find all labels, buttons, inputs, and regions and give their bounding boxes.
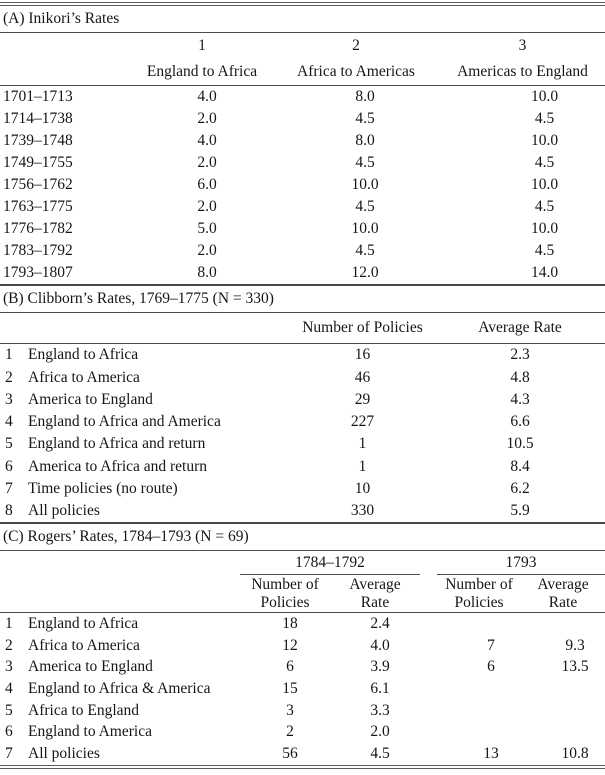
rate-value: 10.8 bbox=[561, 744, 589, 762]
column-header: Americas to England bbox=[440, 59, 605, 86]
period-cell: 1756–1762 bbox=[3, 176, 73, 194]
route-cell: England to Africa bbox=[28, 346, 139, 364]
rate-value: 3.3 bbox=[370, 701, 390, 719]
sub-header-line: Policies bbox=[454, 593, 504, 611]
rate-value: 4.3 bbox=[510, 390, 530, 408]
policies-value: 13 bbox=[483, 744, 499, 762]
column-number: 2 bbox=[352, 37, 360, 55]
group-gap bbox=[420, 613, 437, 635]
rate-value: 3.9 bbox=[370, 658, 390, 676]
row-number: 4 bbox=[5, 413, 13, 431]
sub-header-line: Rate bbox=[360, 593, 390, 611]
sub-header-line: Rate bbox=[548, 593, 578, 611]
period-cell: 1714–1738 bbox=[3, 110, 73, 128]
table-row bbox=[0, 389, 605, 411]
period-cell: 1776–1782 bbox=[3, 220, 73, 238]
empty-cell bbox=[0, 551, 240, 575]
column-header-row bbox=[0, 59, 605, 86]
rate-value: 2.3 bbox=[510, 346, 530, 364]
table-row bbox=[0, 455, 605, 477]
rate-value bbox=[521, 721, 605, 743]
period-cell: 1793–1807 bbox=[3, 264, 73, 282]
rate-value: 4.8 bbox=[510, 368, 530, 386]
policies-value: 6 bbox=[286, 658, 294, 676]
group-gap bbox=[420, 657, 437, 679]
sub-header-rate bbox=[330, 575, 420, 613]
rate-value: 5.9 bbox=[510, 502, 530, 520]
section-a-title: (A) Inikori’s Rates bbox=[0, 6, 605, 33]
row-number: 6 bbox=[5, 723, 13, 741]
row-number: 4 bbox=[5, 680, 13, 698]
route-cell: America to Africa and return bbox=[28, 457, 208, 475]
period-cell: 1739–1748 bbox=[3, 132, 73, 150]
column-header: Number of Policies bbox=[260, 313, 465, 344]
table-row bbox=[0, 721, 605, 743]
rate-value: 10.0 bbox=[530, 176, 559, 194]
rate-value: 4.0 bbox=[197, 88, 217, 106]
table-row bbox=[0, 678, 605, 700]
empty-cell bbox=[0, 313, 260, 344]
rate-value: 10.0 bbox=[351, 220, 379, 238]
table-row bbox=[0, 108, 605, 130]
empty-cell bbox=[0, 33, 132, 59]
route-cell: England to Africa and America bbox=[28, 413, 221, 431]
route-cell: England to Africa & America bbox=[28, 680, 211, 698]
table-row bbox=[0, 613, 605, 635]
route-cell: All policies bbox=[28, 744, 100, 762]
table-row bbox=[0, 344, 605, 367]
policies-value: 12 bbox=[282, 636, 298, 654]
policies-value bbox=[437, 721, 521, 743]
empty-cell bbox=[0, 59, 132, 86]
route-cell: England to America bbox=[28, 723, 152, 741]
table-row bbox=[0, 130, 605, 152]
period-cell: 1783–1792 bbox=[3, 242, 73, 260]
table-row bbox=[0, 500, 605, 522]
row-number: 5 bbox=[5, 701, 13, 719]
policies-value: 10 bbox=[354, 480, 371, 498]
table-row bbox=[0, 240, 605, 262]
column-number: 3 bbox=[518, 37, 527, 55]
rate-value: 10.0 bbox=[351, 176, 379, 194]
table-row bbox=[0, 478, 605, 500]
rate-value: 4.5 bbox=[534, 110, 555, 128]
row-number: 1 bbox=[5, 615, 13, 633]
rate-value: 14.0 bbox=[530, 264, 559, 282]
rate-value: 10.0 bbox=[530, 220, 559, 238]
row-number: 1 bbox=[5, 346, 13, 364]
rate-value: 4.0 bbox=[370, 636, 390, 654]
rate-value: 2.0 bbox=[197, 198, 217, 216]
table-row bbox=[0, 657, 605, 679]
route-cell: America to England bbox=[28, 658, 153, 676]
row-number: 3 bbox=[5, 658, 13, 676]
rate-value: 4.5 bbox=[534, 242, 555, 260]
row-number: 2 bbox=[5, 636, 13, 654]
rate-value: 4.5 bbox=[370, 744, 390, 762]
rate-value: 8.0 bbox=[197, 264, 217, 282]
table-row bbox=[0, 196, 605, 218]
column-header: Average Rate bbox=[465, 313, 605, 344]
sub-header-line: Policies bbox=[260, 593, 310, 611]
sub-header-rate bbox=[521, 575, 605, 613]
sub-header-line: Average bbox=[537, 576, 589, 594]
policies-value: 227 bbox=[350, 413, 375, 431]
policies-value: 1 bbox=[358, 435, 367, 453]
rate-value: 10.0 bbox=[530, 88, 559, 106]
rogers-rates-table bbox=[0, 551, 605, 764]
rate-value: 8.4 bbox=[510, 457, 530, 475]
rate-value: 10.0 bbox=[530, 132, 559, 150]
rate-value: 2.0 bbox=[197, 242, 217, 260]
rate-value: 6.6 bbox=[510, 413, 530, 431]
policies-value bbox=[437, 613, 521, 635]
rate-value: 10.5 bbox=[506, 435, 534, 453]
rate-value: 6.2 bbox=[510, 480, 530, 498]
rate-value: 12.0 bbox=[351, 264, 379, 282]
table-row bbox=[0, 635, 605, 657]
policies-value: 1 bbox=[358, 457, 367, 475]
group-gap bbox=[420, 678, 437, 700]
rate-value: 4.5 bbox=[355, 242, 375, 260]
group-gap bbox=[420, 551, 437, 575]
row-number: 5 bbox=[5, 435, 13, 453]
column-header-row bbox=[0, 313, 605, 344]
table-row bbox=[0, 433, 605, 455]
route-cell: All policies bbox=[28, 502, 100, 520]
row-number: 6 bbox=[5, 457, 13, 475]
policies-value bbox=[437, 700, 521, 722]
table-row bbox=[0, 174, 605, 196]
column-header: Africa to Americas bbox=[272, 59, 440, 86]
policies-value: 56 bbox=[282, 744, 298, 762]
table-row bbox=[0, 152, 605, 174]
rate-value: 4.5 bbox=[355, 110, 375, 128]
route-cell: Africa to America bbox=[28, 368, 140, 386]
route-cell: Africa to England bbox=[28, 701, 140, 719]
rate-value: 2.0 bbox=[197, 110, 217, 128]
group-gap bbox=[420, 743, 437, 765]
sub-header-policies bbox=[437, 575, 521, 613]
row-number: 2 bbox=[5, 368, 13, 386]
period-cell: 1749–1755 bbox=[3, 154, 73, 172]
row-number: 7 bbox=[5, 480, 13, 498]
section-b-title: (B) Clibborn’s Rates, 1769–1775 (N = 330) bbox=[0, 286, 605, 313]
rate-value: 4.5 bbox=[534, 198, 555, 216]
table-row bbox=[0, 366, 605, 388]
group-gap bbox=[420, 575, 437, 613]
clibborn-rates-table bbox=[0, 313, 605, 522]
route-cell: England to Africa and return bbox=[28, 435, 206, 453]
period-cell: 1701–1713 bbox=[3, 88, 73, 106]
column-number: 1 bbox=[198, 37, 206, 55]
route-cell: Africa to America bbox=[28, 636, 140, 654]
rate-value: 6.0 bbox=[197, 176, 217, 194]
period-group-row bbox=[0, 551, 605, 575]
section-c-title: (C) Rogers’ Rates, 1784–1793 (N = 69) bbox=[0, 524, 605, 551]
policies-value: 16 bbox=[354, 346, 371, 364]
policies-value: 7 bbox=[487, 636, 495, 654]
rate-value: 2.4 bbox=[370, 615, 390, 633]
policies-value: 3 bbox=[286, 701, 294, 719]
policies-value: 6 bbox=[487, 658, 495, 676]
table-row bbox=[0, 411, 605, 433]
period-group-label: 1784–1792 bbox=[240, 551, 420, 575]
table-row bbox=[0, 86, 605, 109]
row-number: 3 bbox=[5, 390, 13, 408]
sub-header-line: Number of bbox=[251, 576, 319, 594]
bottom-rule bbox=[0, 765, 605, 769]
rates-table-page bbox=[0, 2, 605, 769]
policies-value: 15 bbox=[282, 680, 298, 698]
policies-value: 330 bbox=[350, 502, 375, 520]
rate-value: 4.5 bbox=[355, 198, 375, 216]
sub-header-policies bbox=[240, 575, 330, 613]
rate-value: 4.0 bbox=[197, 132, 217, 150]
table-row bbox=[0, 743, 605, 765]
route-cell: America to England bbox=[28, 390, 153, 408]
rate-value: 2.0 bbox=[197, 154, 217, 172]
row-number: 7 bbox=[5, 744, 13, 762]
rate-value bbox=[521, 700, 605, 722]
period-cell: 1763–1775 bbox=[3, 198, 73, 216]
policies-value bbox=[437, 678, 521, 700]
column-header: England to Africa bbox=[132, 59, 272, 86]
policies-value: 29 bbox=[354, 390, 371, 408]
rate-value: 8.0 bbox=[355, 88, 375, 106]
route-cell: England to Africa bbox=[28, 615, 139, 633]
rate-value bbox=[521, 678, 605, 700]
column-number-row bbox=[0, 33, 605, 59]
rate-value: 9.3 bbox=[565, 636, 585, 654]
policies-value: 46 bbox=[354, 368, 371, 386]
route-cell: Time policies (no route) bbox=[28, 480, 178, 498]
rate-value: 4.5 bbox=[355, 154, 375, 172]
table-row bbox=[0, 700, 605, 722]
table-row bbox=[0, 218, 605, 240]
group-gap bbox=[420, 700, 437, 722]
policies-value: 18 bbox=[282, 615, 298, 633]
rate-value bbox=[521, 613, 605, 635]
group-gap bbox=[420, 721, 437, 743]
group-gap bbox=[420, 635, 437, 657]
rate-value: 5.0 bbox=[197, 220, 217, 238]
sub-header-line: Number of bbox=[445, 576, 513, 594]
period-group-label: 1793 bbox=[437, 551, 605, 575]
policies-value: 2 bbox=[286, 723, 294, 741]
rate-value: 2.0 bbox=[370, 723, 390, 741]
rate-value: 6.1 bbox=[370, 680, 390, 698]
inikori-rates-table bbox=[0, 33, 605, 284]
sub-header-line: Average bbox=[349, 576, 401, 594]
rate-value: 8.0 bbox=[355, 132, 375, 150]
table-row bbox=[0, 262, 605, 284]
empty-cell bbox=[0, 575, 240, 613]
row-number: 8 bbox=[5, 502, 13, 520]
rate-value: 4.5 bbox=[534, 154, 555, 172]
rate-value: 13.5 bbox=[561, 658, 589, 676]
sub-header-row bbox=[0, 575, 605, 613]
